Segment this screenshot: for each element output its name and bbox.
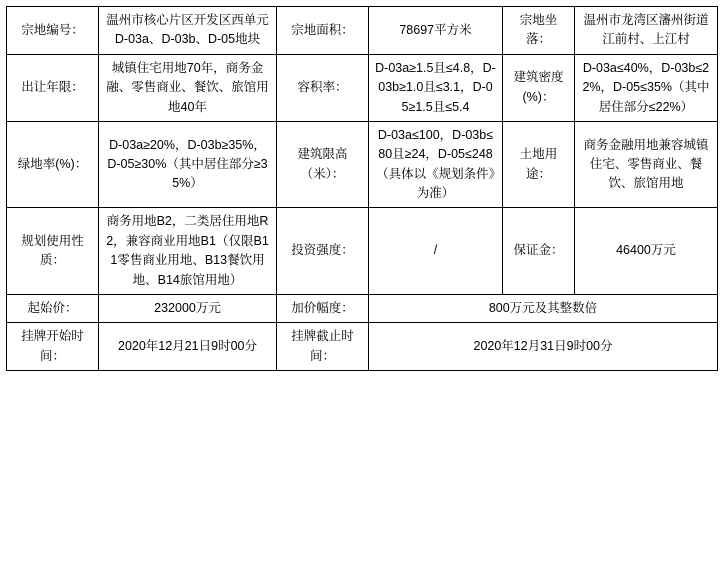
cell-label-listing-end-time: 挂牌截止时间： xyxy=(277,323,369,371)
table-row xyxy=(7,121,718,208)
table-row xyxy=(7,323,718,371)
cell-value-transfer-term: 城镇住宅用地70年，商务金融、零售商业、餐饮、旅馆用地40年 xyxy=(99,54,277,121)
cell-value-listing-start-time: 2020年12月21日9时00分 xyxy=(99,323,277,371)
cell-value-starting-price: 232000万元 xyxy=(99,294,277,322)
cell-label-investment-intensity: 投资强度： xyxy=(277,208,369,295)
cell-label-building-density: 建筑密度(%)： xyxy=(503,54,575,121)
cell-label-land-use: 土地用途： xyxy=(503,121,575,208)
land-parcel-table xyxy=(6,6,718,371)
cell-label-green-ratio: 绿地率(%)： xyxy=(7,121,99,208)
cell-value-planned-use-nature: 商务用地B2，二类居住用地R2，兼容商业用地B1（仅限B11零售商业用地、B13餐饮用地、B14旅馆用地） xyxy=(99,208,277,295)
cell-value-parcel-location: 温州市龙湾区瀋州街道江前村、上江村 xyxy=(575,7,718,55)
cell-label-parcel-area: 宗地面积： xyxy=(277,7,369,55)
cell-label-parcel-location: 宗地坐落： xyxy=(503,7,575,55)
table-row xyxy=(7,294,718,322)
document-sheet xyxy=(0,6,723,579)
table-row xyxy=(7,54,718,121)
cell-value-parcel-number: 温州市核心片区开发区西单元D-03a、D-03b、D-05地块 xyxy=(99,7,277,55)
cell-value-bid-increment: 800万元及其整数倍 xyxy=(369,294,718,322)
cell-label-parcel-number: 宗地编号： xyxy=(7,7,99,55)
cell-label-plot-ratio: 容积率： xyxy=(277,54,369,121)
table-row xyxy=(7,208,718,295)
cell-value-height-limit: D-03a≤100，D-03b≤80且≥24，D-05≤248（具体以《规划条件》为准） xyxy=(369,121,503,208)
cell-value-listing-end-time: 2020年12月31日9时00分 xyxy=(369,323,718,371)
cell-label-deposit: 保证金： xyxy=(503,208,575,295)
cell-label-starting-price: 起始价： xyxy=(7,294,99,322)
table-row xyxy=(7,7,718,55)
cell-value-deposit: 46400万元 xyxy=(575,208,718,295)
cell-value-green-ratio: D-03a≥20%，D-03b≥35%，D-05≥30%（其中居住部分≥35%） xyxy=(99,121,277,208)
cell-label-listing-start-time: 挂牌开始时间： xyxy=(7,323,99,371)
cell-label-transfer-term: 出让年限： xyxy=(7,54,99,121)
cell-value-land-use: 商务金融用地兼容城镇住宅、零售商业、餐饮、旅馆用地 xyxy=(575,121,718,208)
cell-label-height-limit: 建筑限高（米）： xyxy=(277,121,369,208)
cell-value-parcel-area: 78697平方米 xyxy=(369,7,503,55)
cell-value-investment-intensity: / xyxy=(369,208,503,295)
cell-label-planned-use-nature: 规划使用性质： xyxy=(7,208,99,295)
cell-value-building-density: D-03a≤40%，D-03b≤22%，D-05≤35%（其中居住部分≤22%） xyxy=(575,54,718,121)
cell-value-plot-ratio: D-03a≥1.5且≤4.8，D-03b≥1.0且≤3.1，D-05≥1.5且≤5.4 xyxy=(369,54,503,121)
cell-label-bid-increment: 加价幅度： xyxy=(277,294,369,322)
